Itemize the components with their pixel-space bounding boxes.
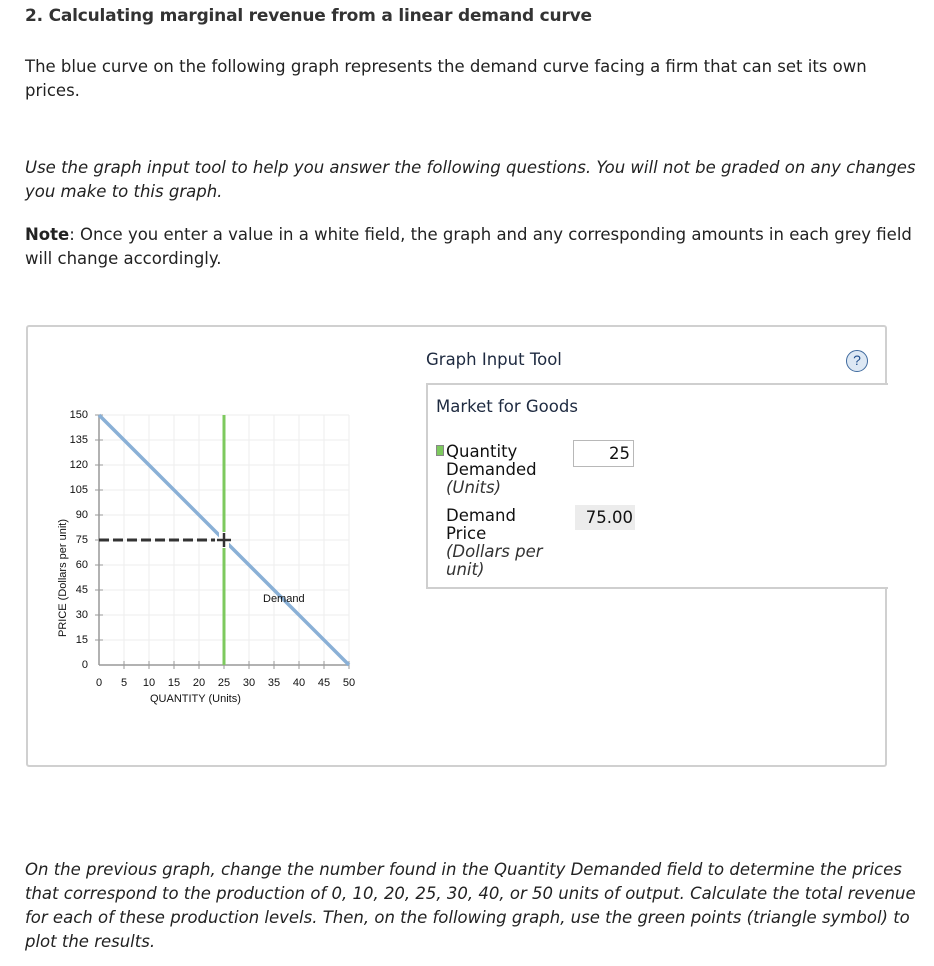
graph-input-tool-title: Graph Input Tool xyxy=(426,350,562,369)
price-label-line1: Demand xyxy=(446,506,516,525)
x-tick: 30 xyxy=(242,677,256,689)
demand-curve-label: Demand xyxy=(263,593,305,605)
y-tick: 150 xyxy=(69,409,88,421)
quantity-demanded-input[interactable] xyxy=(573,440,634,467)
note-text xyxy=(25,223,925,271)
quantity-demanded-label xyxy=(446,443,537,497)
x-tick: 25 xyxy=(217,677,231,689)
y-tick: 45 xyxy=(75,584,88,596)
y-tick: 60 xyxy=(75,559,88,571)
y-tick: 90 xyxy=(75,509,88,521)
y-tick: 30 xyxy=(75,609,88,621)
followup-text: On the previous graph, change the number found in the Quantity Demanded field to determine the prices that correspond to the production of 0, 10, 20, 25, 30, 40, or 50 units of output. Calculate the total revenue for each of these production levels. Then, on the following graph, use the green points (triangle symbol) to plot the results. xyxy=(25,860,916,951)
price-unit-line2: unit) xyxy=(446,560,485,579)
x-tick: 15 xyxy=(167,677,181,689)
y-tick: 15 xyxy=(75,634,88,646)
y-tick: 75 xyxy=(75,534,88,546)
x-tick: 40 xyxy=(292,677,306,689)
x-tick: 45 xyxy=(317,677,331,689)
x-axis-title: QUANTITY (Units) xyxy=(150,693,241,705)
quantity-unit: (Units) xyxy=(446,478,502,497)
help-icon[interactable]: ? xyxy=(846,350,868,372)
intro-text: The blue curve on the following graph represents the demand curve facing a firm that can set its own prices. xyxy=(25,57,867,100)
x-tick: 5 xyxy=(120,677,128,689)
quantity-label-line1: Quantity xyxy=(446,442,518,461)
demand-price-label xyxy=(446,507,543,579)
y-tick: 105 xyxy=(69,484,88,496)
x-tick: 35 xyxy=(267,677,281,689)
price-unit-line1: (Dollars per xyxy=(446,542,543,561)
x-tick: 50 xyxy=(342,677,356,689)
y-tick: 120 xyxy=(69,459,88,471)
instructions-text: Use the graph input tool to help you answer the following questions. You will not be graded on any changes you make to this graph. xyxy=(25,158,916,201)
green-line-swatch-icon xyxy=(436,445,444,456)
note-body: : Once you enter a value in a white field, the graph and any corresponding amounts in each grey field will change accordingly. xyxy=(25,225,912,268)
demand-price-output: 75.00 xyxy=(575,505,635,530)
quantity-label-line2: Demanded xyxy=(446,460,537,479)
x-tick: 10 xyxy=(142,677,156,689)
price-label-line2: Price xyxy=(446,524,487,543)
y-tick: 135 xyxy=(69,434,88,446)
note-label: Note xyxy=(25,225,70,244)
market-title: Market for Goods xyxy=(436,397,578,416)
question-title: 2. Calculating marginal revenue from a linear demand curve xyxy=(25,6,592,26)
x-tick: 0 xyxy=(95,677,103,689)
y-tick: 0 xyxy=(81,659,88,671)
x-tick: 20 xyxy=(192,677,206,689)
y-axis-title: PRICE (Dollars per unit) xyxy=(57,519,69,637)
